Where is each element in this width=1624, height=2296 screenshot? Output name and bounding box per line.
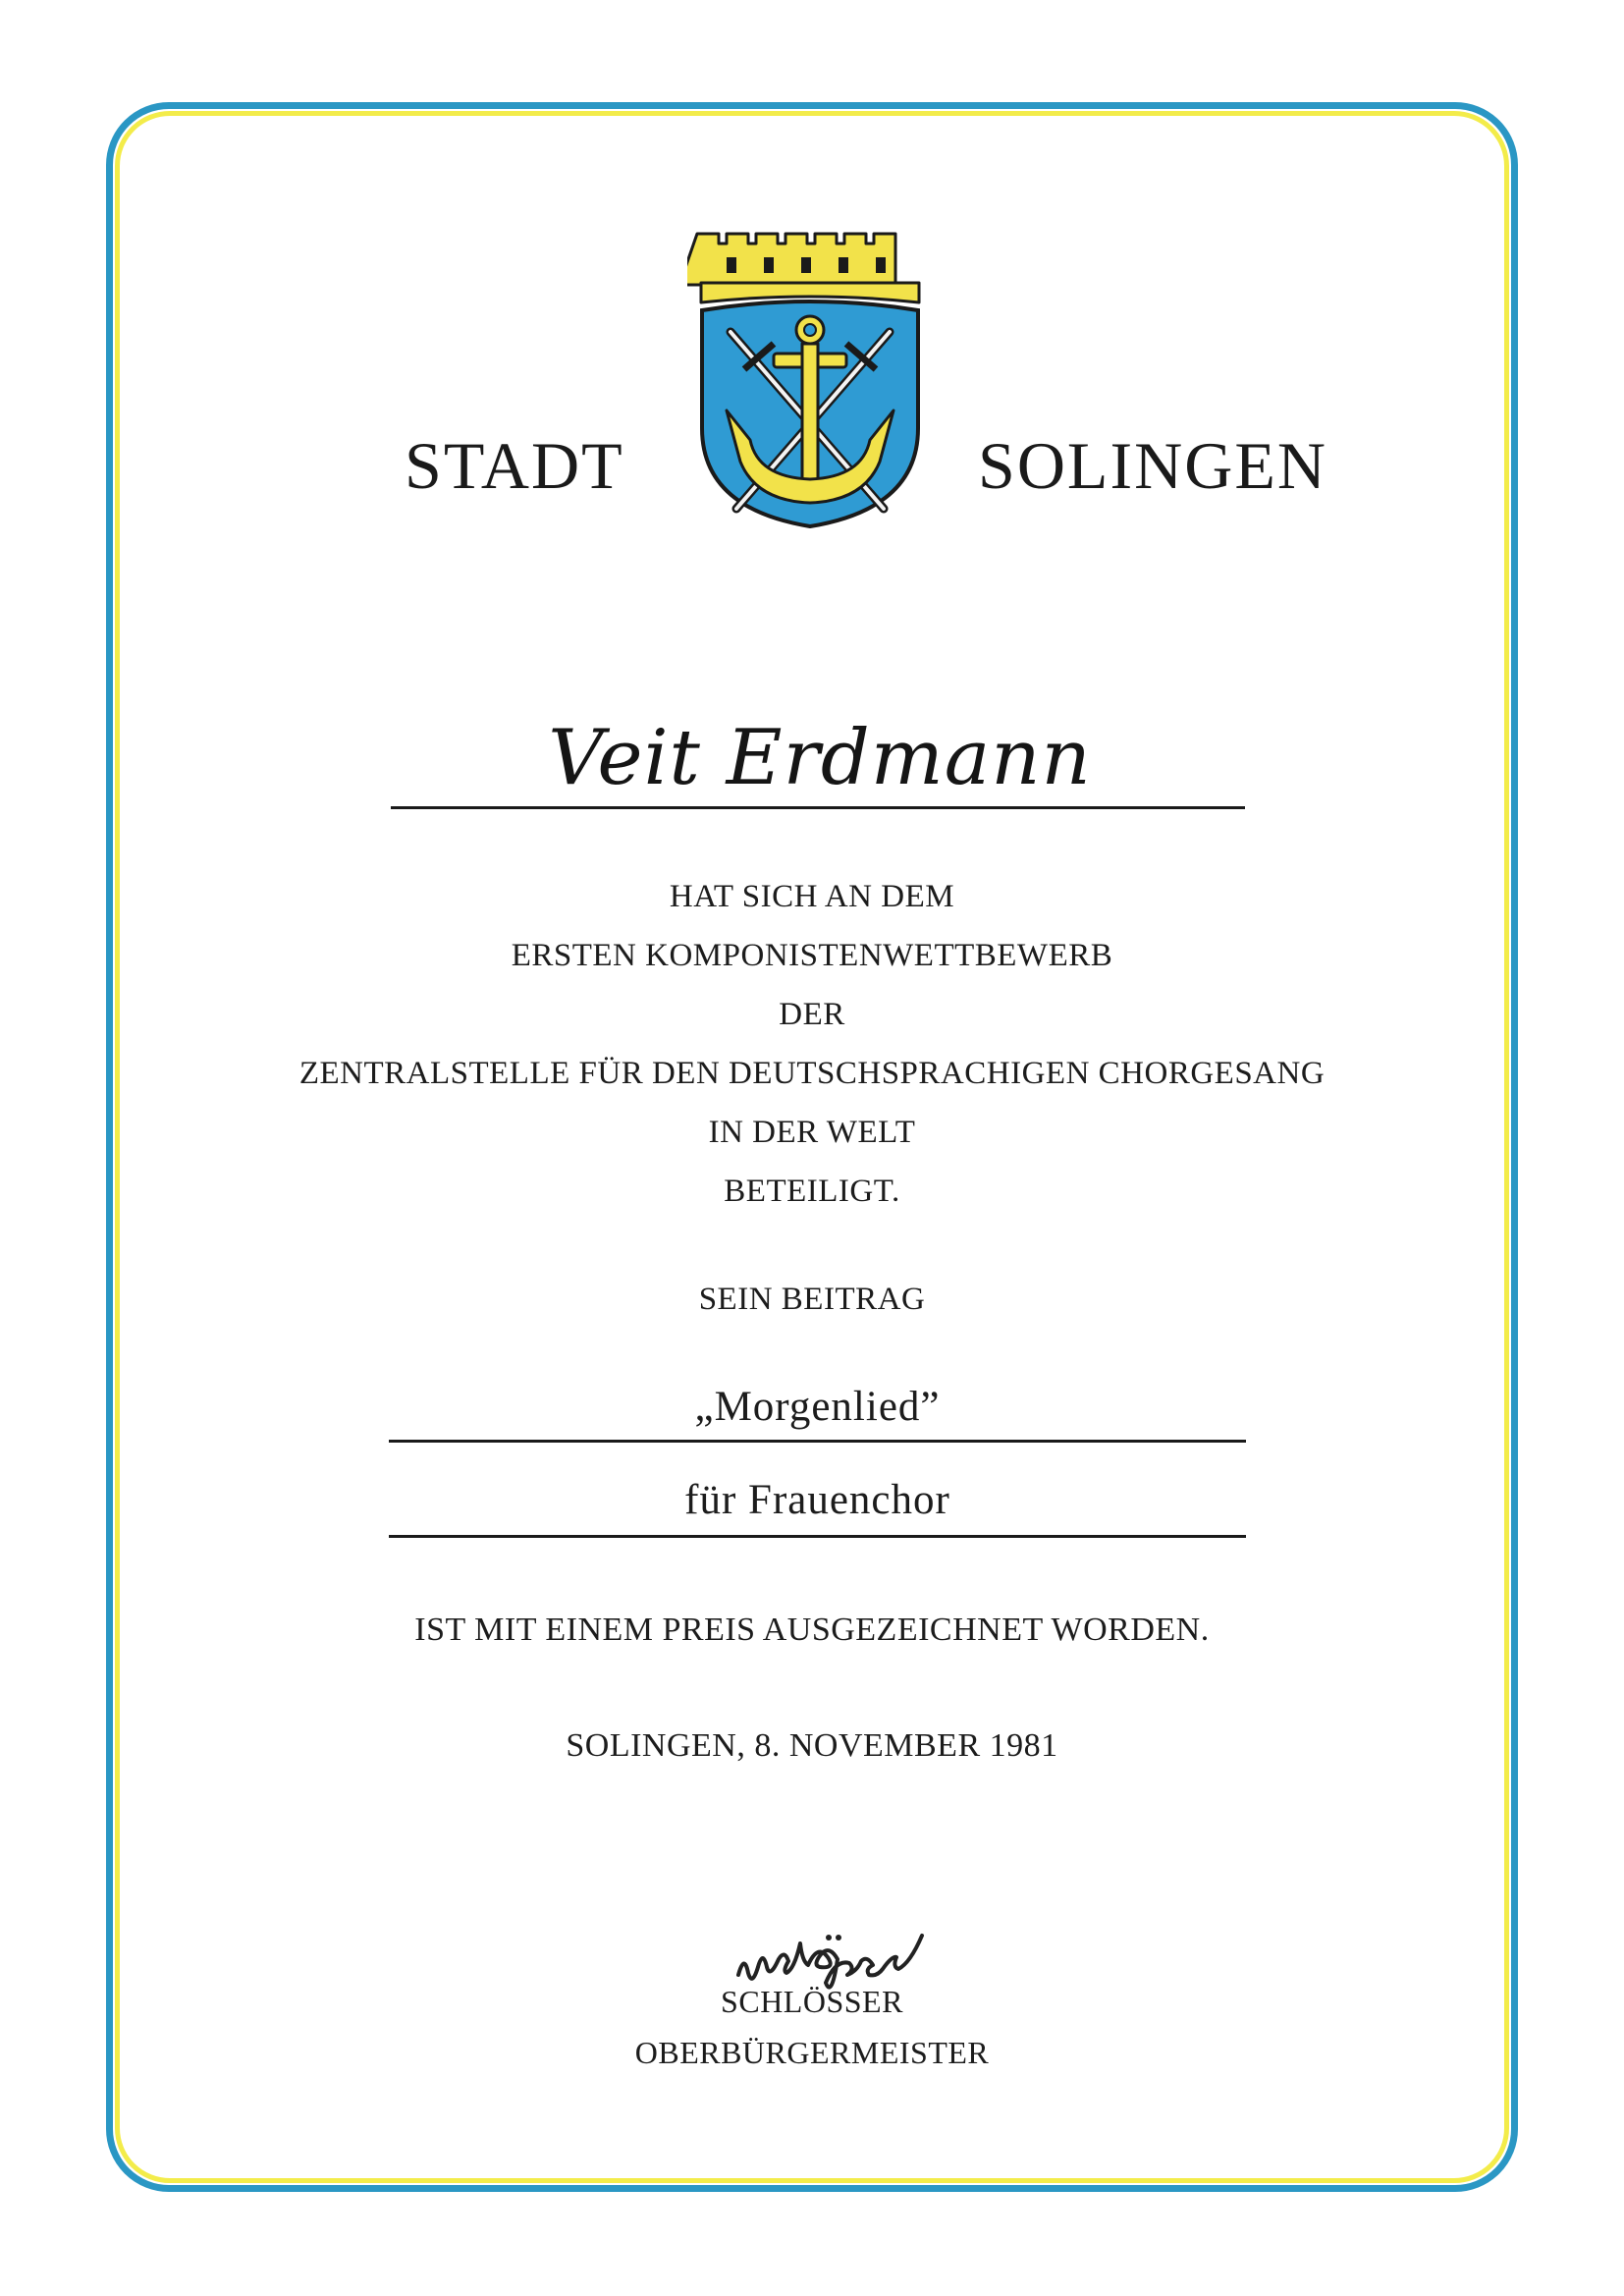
work-title: „Morgenlied” bbox=[694, 1384, 941, 1430]
body-line: HAT SICH AN DEM bbox=[669, 879, 955, 914]
signatory-name: SCHLÖSSER bbox=[721, 1984, 903, 2019]
body-line: ERSTEN KOMPONISTENWETTBEWERB bbox=[511, 938, 1113, 973]
work-title-underline bbox=[389, 1440, 1246, 1443]
recipient-name: Veit Erdmann bbox=[548, 714, 1092, 802]
body-line: ZENTRALSTELLE FÜR DEN DEUTSCHSPRACHIGEN CHORGESANG bbox=[298, 1056, 1326, 1091]
body-line: IN DER WELT bbox=[708, 1115, 916, 1150]
award-statement: IST MIT EINEM PREIS AUSGEZEICHNET WORDEN. bbox=[414, 1612, 1210, 1648]
name-underline bbox=[391, 806, 1245, 809]
body-line: BETEILIGT. bbox=[724, 1174, 900, 1209]
contribution-label: SEIN BEITRAG bbox=[698, 1282, 926, 1317]
header-solingen: SOLINGEN bbox=[978, 428, 1327, 503]
work-scoring-underline bbox=[389, 1535, 1246, 1538]
header-stadt: STADT bbox=[405, 428, 624, 503]
work-scoring: für Frauenchor bbox=[684, 1477, 950, 1523]
signatory-title: OBERBÜRGERMEISTER bbox=[634, 2035, 990, 2070]
body-line: DER bbox=[779, 997, 845, 1032]
place-and-date: SOLINGEN, 8. NOVEMBER 1981 bbox=[566, 1727, 1058, 1764]
coat-of-arms-icon bbox=[687, 214, 933, 538]
